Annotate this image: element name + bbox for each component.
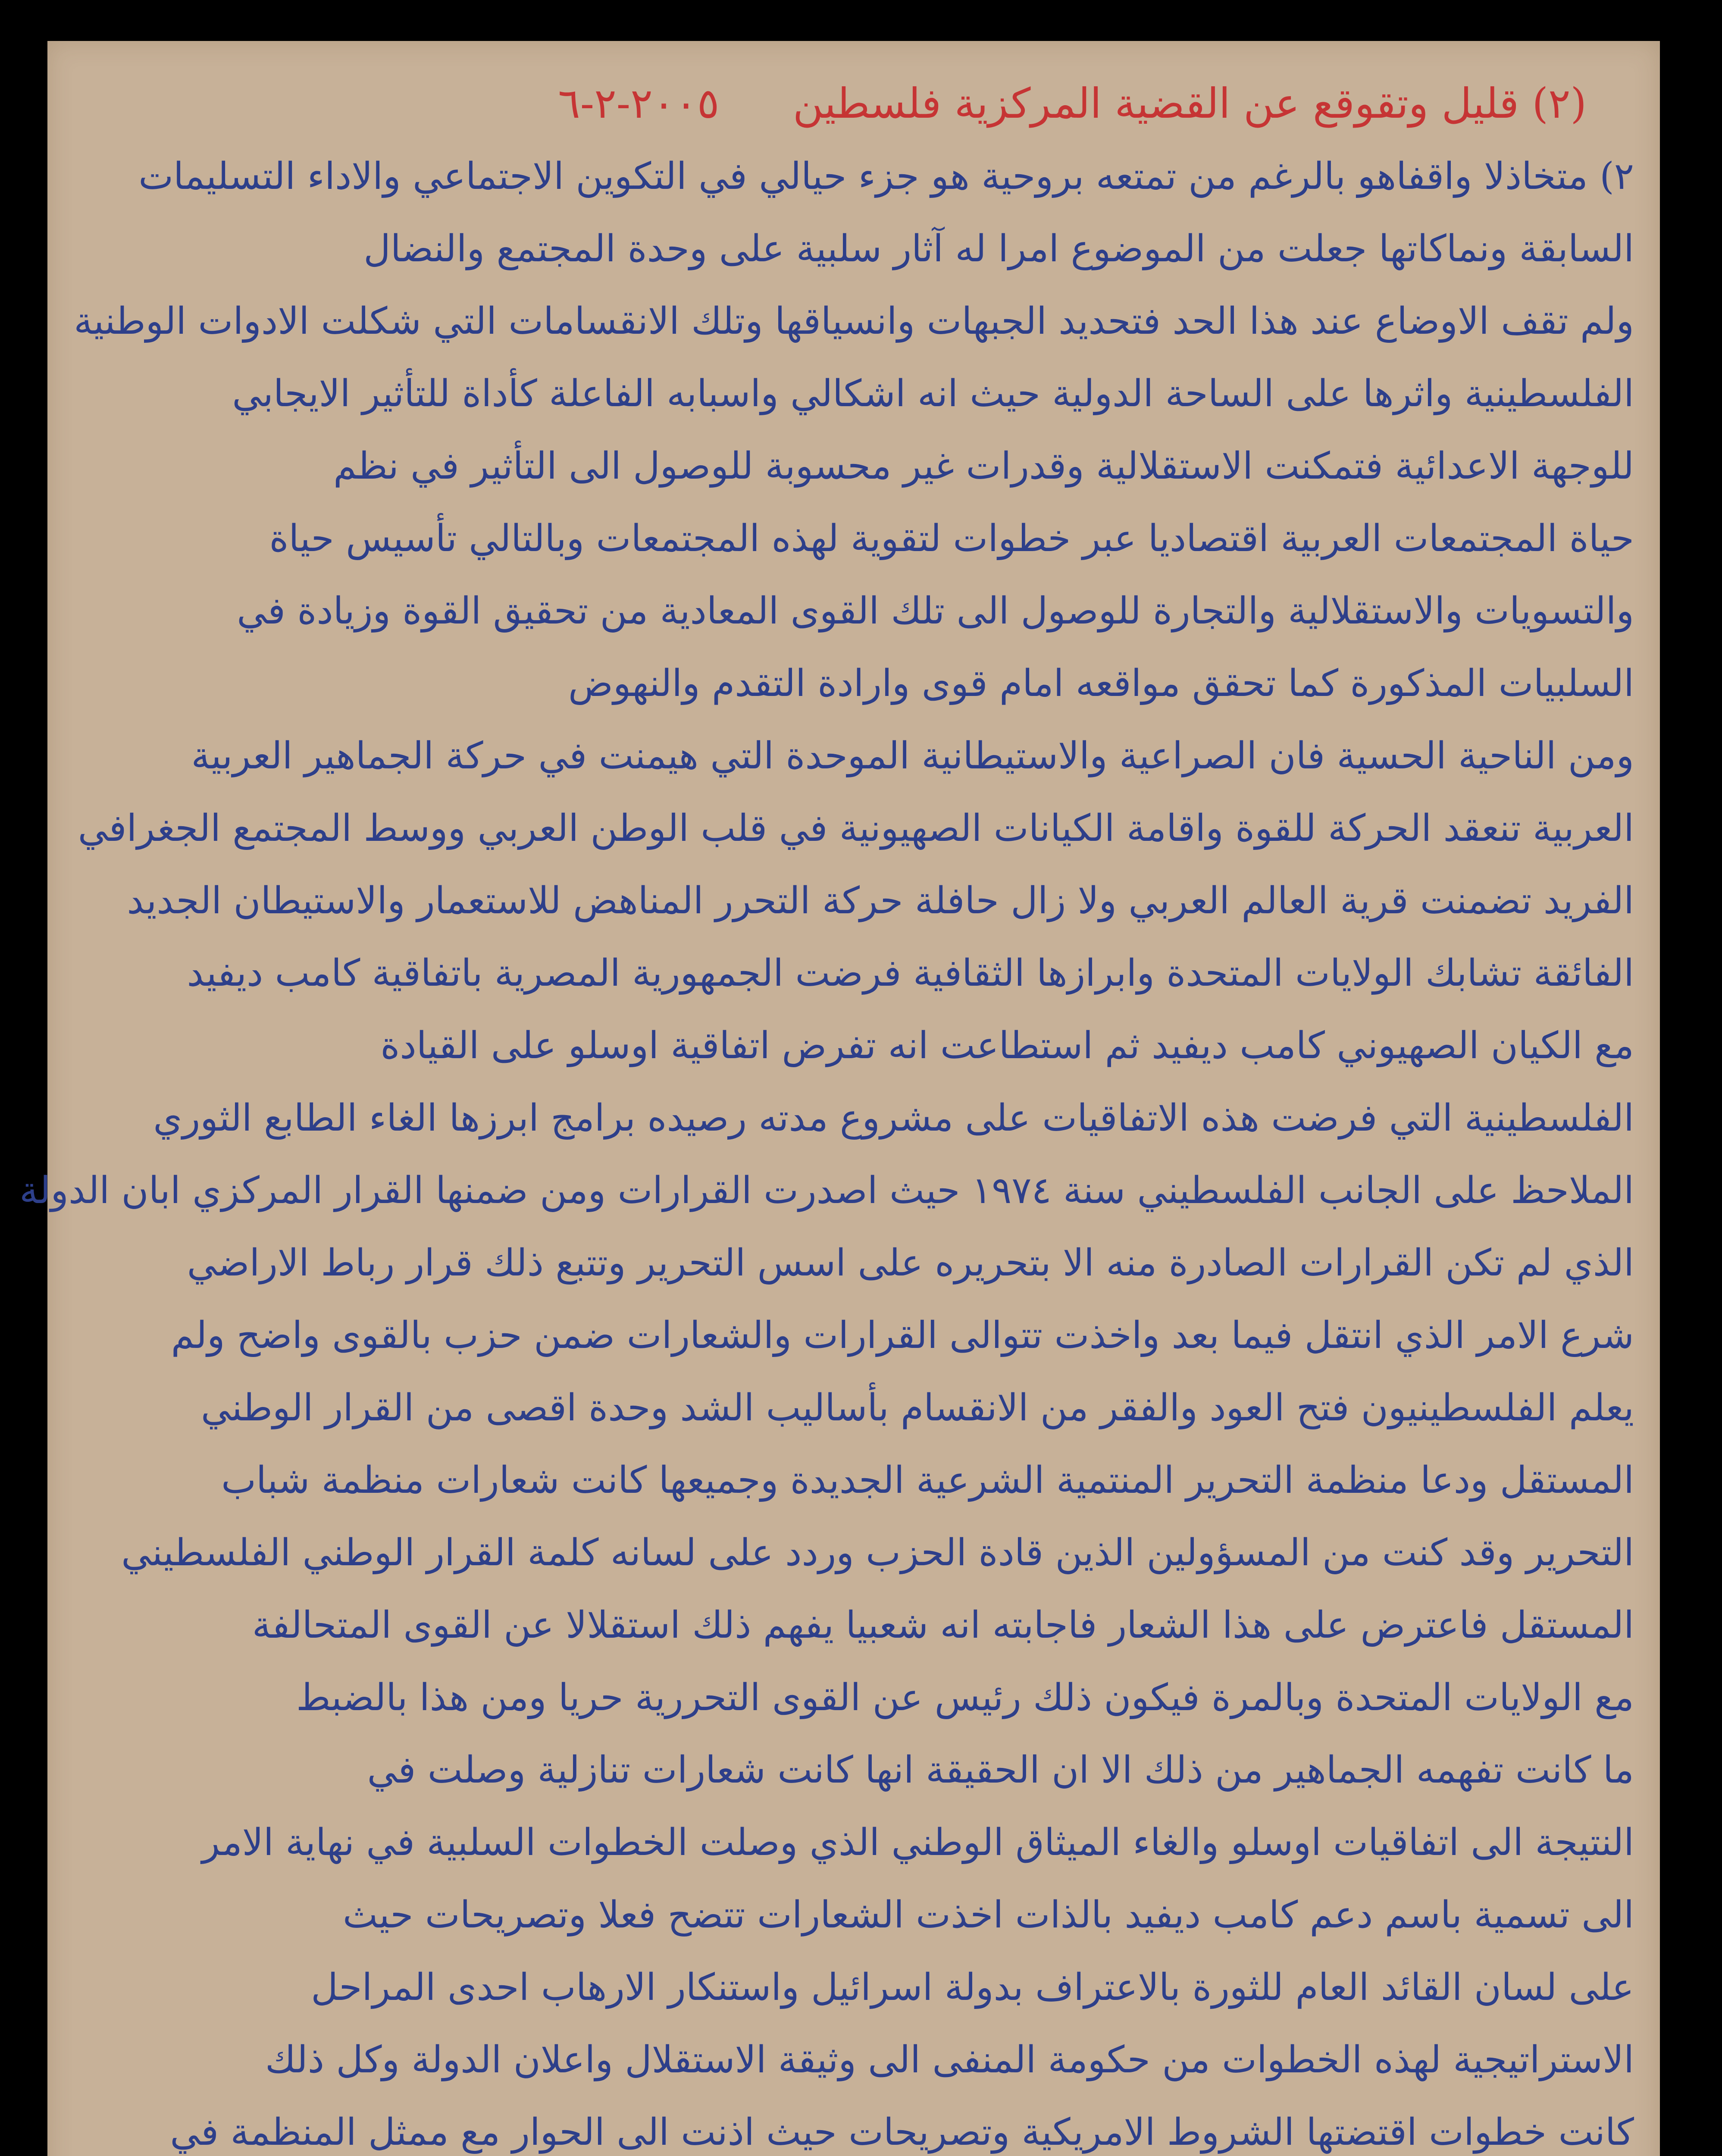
text-line: السلبيات المذكورة كما تحقق مواقعه امام قوى وارادة التقدم والنهوض: [568, 662, 1634, 705]
header-date: ٢٠٠٥-٢-٦: [558, 79, 720, 128]
text-line: النتيجة الى اتفاقيات اوسلو والغاء الميثاق الوطني الذي وصلت الخطوات السلبية في نهاية الامر: [202, 1821, 1634, 1864]
text-line: ولم تقف الاوضاع عند هذا الحد فتحديد الجبهات وانسياقها وتلك الانقسامات التي شكلت الادوات الوطنية: [74, 300, 1634, 343]
text-line: الى تسمية باسم دعم كامب ديفيد بالذات اخذت الشعارات تتضح فعلا وتصريحات حيث: [343, 1893, 1634, 1937]
manuscript-page: [19, 41, 1660, 2156]
text-line: العربية تنعقد الحركة للقوة واقامة الكيانات الصهيونية في قلب الوطن العربي ووسط المجتمع الجغرافي: [78, 807, 1634, 850]
text-line: كانت خطوات اقتضتها الشروط الامريكية وتصريحات حيث اذنت الى الحوار مع ممثل المنظمة في: [170, 2111, 1634, 2154]
page-header: [272, 71, 1587, 136]
text-line: ما كانت تفهمه الجماهير من ذلك الا ان الحقيقة انها كانت شعارات تنازلية وصلت في: [367, 1749, 1634, 1792]
text-line: الفريد تضمنت قرية العالم العربي ولا زال حافلة حركة التحرر المناهض للاستعمار والاستيطان الجديد: [127, 879, 1634, 922]
text-line: والتسويات والاستقلالية والتجارة للوصول الى تلك القوى المعادية من تحقيق القوة وزيادة في: [237, 589, 1634, 633]
text-line: ٢) متخاذلا واقفاهو بالرغم من تمتعه بروحية هو جزء حيالي في التكوين الاجتماعي والاداء التسليمات: [138, 155, 1634, 198]
text-line: الفائقة تشابك الولايات المتحدة وابرازها الثقافية فرضت الجمهورية المصرية باتفاقية كامب ديفيد: [187, 952, 1634, 995]
text-line: المستقل ودعا منظمة التحرير المنتمية الشرعية الجديدة وجميعها كانت شعارات منظمة شباب: [221, 1459, 1634, 1502]
text-line: السابقة ونماكاتها جعلت من الموضوع امرا له آثار سلبية على وحدة المجتمع والنضال: [363, 227, 1634, 270]
text-line: الفلسطينية واثرها على الساحة الدولية حيث انه اشكالي واسبابه الفاعلة كأداة للتأثير الايجابي: [232, 372, 1634, 415]
text-line: ومن الناحية الحسية فان الصراعية والاستيطانية الموحدة التي هيمنت في حركة الجماهير العربية: [191, 734, 1634, 777]
text-line: مع الكيان الصهيوني كامب ديفيد ثم استطاعت انه تفرض اتفاقية اوسلو على القيادة: [380, 1024, 1634, 1067]
text-line: الاستراتيجية لهذه الخطوات من حكومة المنفى الى وثيقة الاستقلال واعلان الدولة وكل ذلك: [265, 2038, 1634, 2081]
handwritten-body: [19, 140, 1634, 2156]
text-line: الملاحظ على الجانب الفلسطيني سنة ١٩٧٤ حيث اصدرت القرارات ومن ضمنها القرار المركزي ابان الدولة: [19, 1169, 1634, 1212]
text-line: الفلسطينية التي فرضت هذه الاتفاقيات على مشروع مدته رصيده برامج ابرزها الغاء الطابع الثوري: [153, 1097, 1634, 1140]
text-line: الذي لم تكن القرارات الصادرة منه الا بتحريره على اسس التحرير وتتبع ذلك قرار رباط الاراضي: [187, 1241, 1634, 1285]
text-line: للوجهة الاعدائية فتمكنت الاستقلالية وقدرات غير محسوبة للوصول الى التأثير في نظم: [333, 445, 1634, 488]
text-line: المستقل فاعترض على هذا الشعار فاجابته انه شعبيا يفهم ذلك استقلالا عن القوى المتحالفة: [252, 1604, 1634, 1647]
text-line: مع الولايات المتحدة وبالمرة فيكون ذلك رئيس عن القوى التحررية حريا ومن هذا بالضبط: [296, 1676, 1634, 1719]
header-title: (٢) قليل وتقوقع عن القضية المركزية فلسطين: [792, 79, 1587, 128]
text-line: على لسان القائد العام للثورة بالاعتراف بدولة اسرائيل واستنكار الارهاب احدى المراحل: [311, 1966, 1634, 2009]
text-line: يعلم الفلسطينيون فتح العود والفقر من الانقسام بأساليب الشد وحدة اقصى من القرار الوطني: [200, 1386, 1634, 1429]
text-line: شرع الامر الذي انتقل فيما بعد واخذت تتوالى القرارات والشعارات ضمن حزب بالقوى واضح ولم: [171, 1314, 1634, 1357]
text-line: حياة المجتمعات العربية اقتصاديا عبر خطوات لتقوية لهذه المجتمعات وبالتالي تأسيس حياة: [269, 517, 1634, 560]
text-line: التحرير وقد كنت من المسؤولين الذين قادة الحزب وردد على لسانه كلمة القرار الوطني الفلسطيني: [121, 1531, 1634, 1574]
